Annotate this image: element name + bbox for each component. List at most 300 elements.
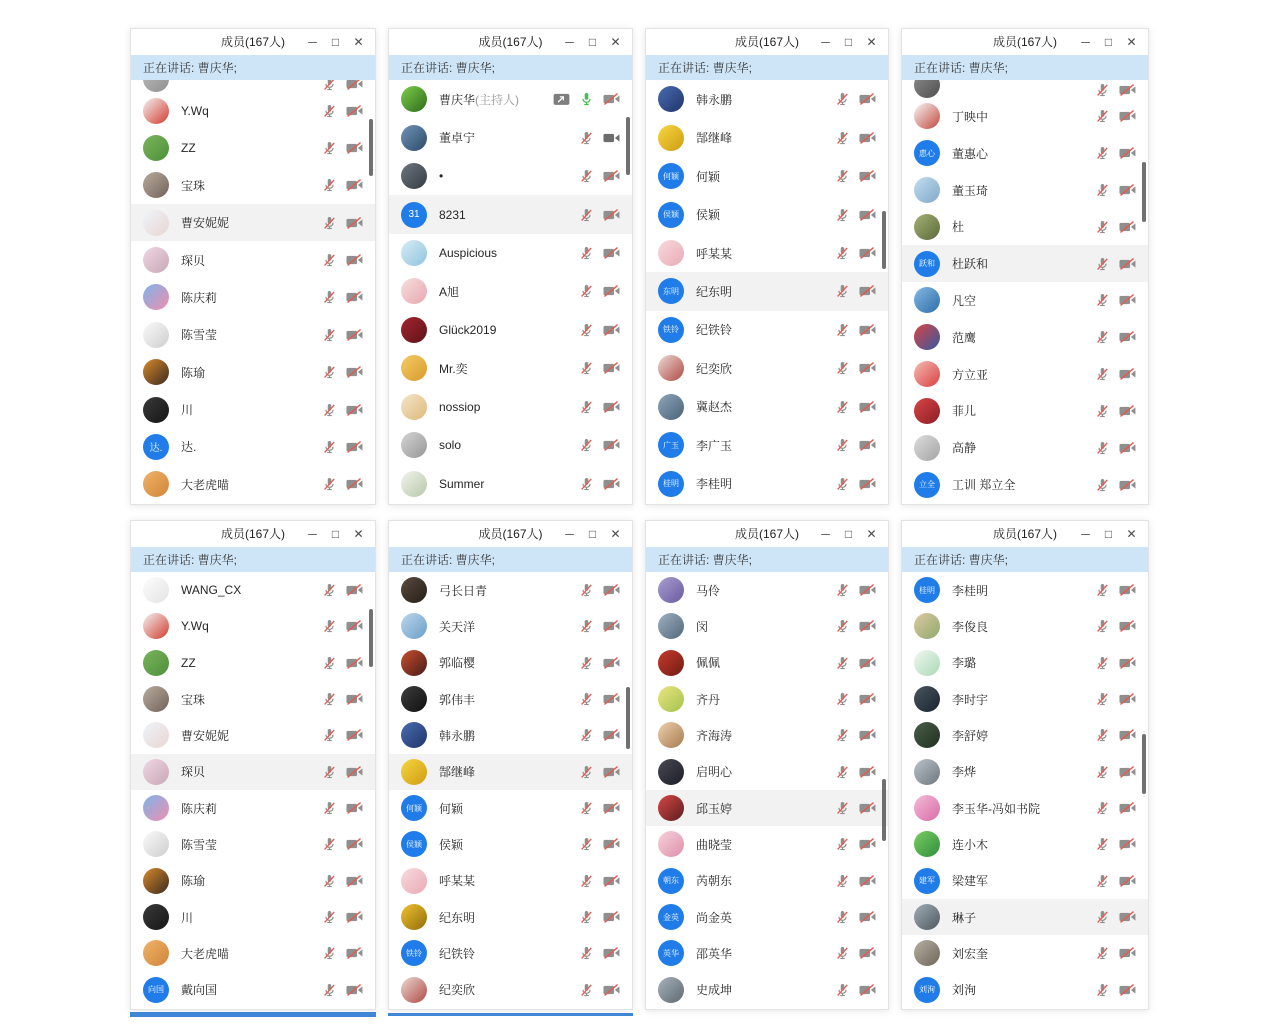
member-row[interactable] — [902, 826, 1148, 862]
mic-muted-icon[interactable] — [835, 836, 850, 852]
camera-off-icon[interactable] — [346, 290, 363, 304]
member-row[interactable] — [902, 319, 1148, 356]
camera-off-icon[interactable] — [603, 837, 620, 851]
camera-off-icon[interactable] — [346, 253, 363, 267]
mic-muted-icon[interactable] — [1095, 477, 1110, 493]
camera-off-icon[interactable] — [859, 983, 876, 997]
member-row[interactable] — [389, 826, 632, 862]
camera-off-icon[interactable] — [859, 837, 876, 851]
mic-muted-icon[interactable] — [322, 327, 337, 343]
member-row[interactable] — [131, 935, 375, 971]
camera-off-icon[interactable] — [346, 765, 363, 779]
camera-off-icon[interactable] — [1119, 220, 1136, 234]
camera-off-icon[interactable] — [1119, 983, 1136, 997]
camera-off-icon[interactable] — [346, 403, 363, 417]
camera-off-icon[interactable] — [859, 131, 876, 145]
camera-off-icon[interactable] — [603, 208, 620, 222]
maximize-button[interactable]: □ — [331, 527, 340, 541]
camera-off-icon[interactable] — [346, 365, 363, 379]
mic-muted-icon[interactable] — [579, 322, 594, 338]
member-row[interactable] — [131, 129, 375, 166]
mic-muted-icon[interactable] — [835, 764, 850, 780]
member-row[interactable] — [646, 863, 888, 899]
camera-off-icon[interactable] — [859, 361, 876, 375]
member-row[interactable] — [389, 311, 632, 349]
mic-muted-icon[interactable] — [579, 245, 594, 261]
mic-muted-icon[interactable] — [322, 140, 337, 156]
camera-off-icon[interactable] — [346, 656, 363, 670]
camera-off-icon[interactable] — [1119, 874, 1136, 888]
camera-off-icon[interactable] — [346, 983, 363, 997]
camera-off-icon[interactable] — [603, 619, 620, 633]
camera-off-icon[interactable] — [859, 323, 876, 337]
member-row[interactable] — [902, 608, 1148, 644]
member-row[interactable] — [131, 645, 375, 681]
mic-muted-icon[interactable] — [835, 168, 850, 184]
camera-off-icon[interactable] — [603, 169, 620, 183]
mic-muted-icon[interactable] — [579, 836, 594, 852]
mic-muted-icon[interactable] — [1095, 366, 1110, 382]
camera-off-icon[interactable] — [1119, 656, 1136, 670]
minimize-button[interactable]: ─ — [1081, 35, 1090, 49]
camera-off-icon[interactable] — [603, 983, 620, 997]
mic-muted-icon[interactable] — [322, 252, 337, 268]
mic-muted-icon[interactable] — [579, 476, 594, 492]
member-row[interactable] — [389, 80, 632, 118]
member-row[interactable] — [389, 234, 632, 272]
member-row[interactable] — [902, 754, 1148, 790]
mic-muted-icon[interactable] — [1095, 655, 1110, 671]
member-row[interactable] — [389, 157, 632, 195]
member-row[interactable] — [131, 790, 375, 826]
member-row[interactable] — [389, 572, 632, 608]
camera-off-icon[interactable] — [603, 477, 620, 491]
member-row[interactable] — [902, 356, 1148, 393]
member-row[interactable] — [389, 717, 632, 753]
member-row[interactable] — [646, 157, 888, 195]
mic-muted-icon[interactable] — [579, 618, 594, 634]
mic-muted-icon[interactable] — [579, 909, 594, 925]
member-row[interactable] — [131, 428, 375, 465]
member-row[interactable] — [389, 465, 632, 503]
member-row[interactable] — [902, 429, 1148, 466]
mic-muted-icon[interactable] — [579, 582, 594, 598]
maximize-button[interactable]: □ — [1104, 527, 1113, 541]
camera-off-icon[interactable] — [859, 477, 876, 491]
camera-off-icon[interactable] — [1119, 837, 1136, 851]
mic-muted-icon[interactable] — [579, 130, 594, 146]
camera-off-icon[interactable] — [346, 692, 363, 706]
member-row[interactable] — [131, 92, 375, 129]
member-row[interactable] — [902, 717, 1148, 753]
member-row[interactable] — [389, 899, 632, 935]
camera-off-icon[interactable] — [859, 728, 876, 742]
minimize-button[interactable]: ─ — [565, 35, 574, 49]
scrollbar-thumb[interactable] — [882, 779, 886, 841]
camera-off-icon[interactable] — [1119, 183, 1136, 197]
member-row[interactable] — [902, 98, 1148, 135]
mic-muted-icon[interactable] — [322, 103, 337, 119]
member-row[interactable] — [646, 899, 888, 935]
mic-muted-icon[interactable] — [835, 873, 850, 889]
mic-muted-icon[interactable] — [835, 909, 850, 925]
close-button[interactable]: ✕ — [1126, 35, 1137, 49]
mic-muted-icon[interactable] — [322, 800, 337, 816]
minimize-button[interactable]: ─ — [821, 35, 830, 49]
camera-off-icon[interactable] — [346, 619, 363, 633]
mic-muted-icon[interactable] — [579, 945, 594, 961]
mic-muted-icon[interactable] — [835, 945, 850, 961]
member-row[interactable] — [131, 391, 375, 428]
mic-muted-icon[interactable] — [322, 364, 337, 380]
member-row[interactable] — [389, 935, 632, 971]
camera-off-icon[interactable] — [603, 361, 620, 375]
camera-off-icon[interactable] — [1119, 367, 1136, 381]
camera-off-icon[interactable] — [859, 946, 876, 960]
member-row[interactable] — [902, 466, 1148, 503]
member-row[interactable] — [902, 935, 1148, 971]
member-row[interactable] — [646, 608, 888, 644]
camera-off-icon[interactable] — [346, 328, 363, 342]
camera-off-icon[interactable] — [603, 400, 620, 414]
camera-off-icon[interactable] — [859, 692, 876, 706]
mic-muted-icon[interactable] — [322, 655, 337, 671]
minimize-button[interactable]: ─ — [565, 527, 574, 541]
camera-off-icon[interactable] — [346, 874, 363, 888]
member-row[interactable] — [131, 717, 375, 753]
member-row[interactable] — [389, 118, 632, 156]
camera-off-icon[interactable] — [346, 440, 363, 454]
camera-off-icon[interactable] — [346, 104, 363, 118]
camera-off-icon[interactable] — [603, 692, 620, 706]
member-row[interactable] — [131, 80, 375, 92]
member-row[interactable] — [389, 681, 632, 717]
member-row[interactable] — [646, 311, 888, 349]
mic-muted-icon[interactable] — [579, 283, 594, 299]
camera-off-icon[interactable] — [859, 169, 876, 183]
camera-off-icon[interactable] — [1119, 478, 1136, 492]
mic-muted-icon[interactable] — [1095, 582, 1110, 598]
mic-muted-icon[interactable] — [1095, 982, 1110, 998]
member-row[interactable] — [389, 972, 632, 1008]
member-row[interactable] — [389, 272, 632, 310]
mic-muted-icon[interactable] — [1095, 292, 1110, 308]
member-row[interactable] — [646, 465, 888, 503]
member-row[interactable] — [646, 790, 888, 826]
mic-muted-icon[interactable] — [579, 873, 594, 889]
member-row[interactable] — [646, 681, 888, 717]
camera-off-icon[interactable] — [1119, 583, 1136, 597]
mic-muted-icon[interactable] — [322, 618, 337, 634]
camera-off-icon[interactable] — [859, 208, 876, 222]
mic-muted-icon[interactable] — [1095, 82, 1110, 98]
mic-muted-icon[interactable] — [579, 800, 594, 816]
mic-muted-icon[interactable] — [322, 439, 337, 455]
member-row[interactable] — [646, 935, 888, 971]
mic-muted-icon[interactable] — [322, 873, 337, 889]
member-row[interactable] — [902, 282, 1148, 319]
camera-off-icon[interactable] — [859, 438, 876, 452]
member-row[interactable] — [902, 80, 1148, 98]
camera-off-icon[interactable] — [346, 801, 363, 815]
member-row[interactable] — [902, 208, 1148, 245]
camera-off-icon[interactable] — [346, 910, 363, 924]
member-row[interactable] — [131, 754, 375, 790]
mic-muted-icon[interactable] — [322, 945, 337, 961]
camera-off-icon[interactable] — [346, 728, 363, 742]
member-row[interactable] — [902, 899, 1148, 935]
mic-muted-icon[interactable] — [835, 322, 850, 338]
mic-muted-icon[interactable] — [322, 177, 337, 193]
member-row[interactable] — [902, 972, 1148, 1008]
camera-on-icon[interactable] — [603, 131, 620, 145]
camera-off-icon[interactable] — [603, 946, 620, 960]
minimize-button[interactable]: ─ — [308, 527, 317, 541]
camera-off-icon[interactable] — [859, 400, 876, 414]
mic-muted-icon[interactable] — [322, 764, 337, 780]
mic-muted-icon[interactable] — [579, 764, 594, 780]
mic-muted-icon[interactable] — [579, 168, 594, 184]
scrollbar-thumb[interactable] — [1142, 734, 1146, 794]
camera-off-icon[interactable] — [1119, 404, 1136, 418]
mic-muted-icon[interactable] — [322, 909, 337, 925]
mic-muted-icon[interactable] — [579, 691, 594, 707]
member-row[interactable] — [646, 572, 888, 608]
member-row[interactable] — [131, 466, 375, 503]
member-row[interactable] — [902, 245, 1148, 282]
member-row[interactable] — [902, 135, 1148, 172]
camera-off-icon[interactable] — [346, 216, 363, 230]
camera-off-icon[interactable] — [1119, 801, 1136, 815]
mic-muted-icon[interactable] — [835, 476, 850, 492]
member-row[interactable] — [646, 195, 888, 233]
mic-muted-icon[interactable] — [579, 655, 594, 671]
mic-muted-icon[interactable] — [835, 618, 850, 634]
member-row[interactable] — [646, 972, 888, 1008]
close-button[interactable]: ✕ — [353, 35, 364, 49]
mic-muted-icon[interactable] — [835, 91, 850, 107]
member-row[interactable] — [131, 572, 375, 608]
camera-off-icon[interactable] — [346, 837, 363, 851]
mic-muted-icon[interactable] — [1095, 800, 1110, 816]
mic-muted-icon[interactable] — [322, 80, 337, 92]
member-row[interactable] — [646, 118, 888, 156]
minimize-button[interactable]: ─ — [821, 527, 830, 541]
camera-off-icon[interactable] — [346, 477, 363, 491]
camera-off-icon[interactable] — [859, 583, 876, 597]
camera-off-icon[interactable] — [859, 92, 876, 106]
member-row[interactable] — [131, 204, 375, 241]
camera-off-icon[interactable] — [603, 874, 620, 888]
member-row[interactable] — [389, 426, 632, 464]
camera-off-icon[interactable] — [859, 246, 876, 260]
mic-muted-icon[interactable] — [322, 836, 337, 852]
maximize-button[interactable]: □ — [331, 35, 340, 49]
mic-active-icon[interactable] — [579, 91, 594, 107]
camera-off-icon[interactable] — [859, 619, 876, 633]
mic-muted-icon[interactable] — [835, 655, 850, 671]
mic-muted-icon[interactable] — [835, 283, 850, 299]
close-button[interactable]: ✕ — [610, 527, 621, 541]
camera-off-icon[interactable] — [603, 728, 620, 742]
camera-off-icon[interactable] — [603, 583, 620, 597]
close-button[interactable]: ✕ — [353, 527, 364, 541]
camera-off-icon[interactable] — [859, 284, 876, 298]
mic-muted-icon[interactable] — [1095, 219, 1110, 235]
member-row[interactable] — [646, 754, 888, 790]
mic-muted-icon[interactable] — [579, 727, 594, 743]
member-row[interactable] — [646, 826, 888, 862]
mic-muted-icon[interactable] — [579, 982, 594, 998]
mic-muted-icon[interactable] — [322, 582, 337, 598]
member-row[interactable] — [646, 234, 888, 272]
mic-muted-icon[interactable] — [835, 982, 850, 998]
camera-off-icon[interactable] — [1119, 692, 1136, 706]
member-row[interactable] — [131, 167, 375, 204]
member-row[interactable] — [646, 80, 888, 118]
camera-off-icon[interactable] — [1119, 910, 1136, 924]
camera-off-icon[interactable] — [346, 178, 363, 192]
mic-muted-icon[interactable] — [835, 360, 850, 376]
mic-muted-icon[interactable] — [322, 476, 337, 492]
minimize-button[interactable]: ─ — [308, 35, 317, 49]
mic-muted-icon[interactable] — [835, 130, 850, 146]
member-row[interactable] — [902, 645, 1148, 681]
scrollbar-thumb[interactable] — [626, 117, 630, 175]
camera-off-icon[interactable] — [859, 874, 876, 888]
camera-off-icon[interactable] — [1119, 441, 1136, 455]
camera-off-icon[interactable] — [603, 801, 620, 815]
camera-off-icon[interactable] — [859, 801, 876, 815]
scrollbar-thumb[interactable] — [369, 119, 373, 176]
mic-muted-icon[interactable] — [322, 289, 337, 305]
mic-muted-icon[interactable] — [835, 691, 850, 707]
mic-muted-icon[interactable] — [1095, 256, 1110, 272]
mic-muted-icon[interactable] — [1095, 764, 1110, 780]
member-row[interactable] — [646, 426, 888, 464]
camera-off-icon[interactable] — [1119, 728, 1136, 742]
mic-muted-icon[interactable] — [1095, 145, 1110, 161]
scrollbar-thumb[interactable] — [369, 609, 373, 667]
member-row[interactable] — [902, 172, 1148, 209]
member-row[interactable] — [389, 645, 632, 681]
mic-muted-icon[interactable] — [835, 207, 850, 223]
member-row[interactable] — [131, 241, 375, 278]
mic-muted-icon[interactable] — [322, 215, 337, 231]
member-row[interactable] — [389, 790, 632, 826]
mic-muted-icon[interactable] — [1095, 945, 1110, 961]
camera-off-icon[interactable] — [603, 246, 620, 260]
mic-muted-icon[interactable] — [1095, 403, 1110, 419]
scrollbar-thumb[interactable] — [626, 687, 630, 749]
member-row[interactable] — [646, 717, 888, 753]
camera-off-icon[interactable] — [1119, 146, 1136, 160]
close-button[interactable]: ✕ — [1126, 527, 1137, 541]
camera-off-icon[interactable] — [603, 765, 620, 779]
camera-off-icon[interactable] — [859, 910, 876, 924]
mic-muted-icon[interactable] — [579, 399, 594, 415]
camera-off-icon[interactable] — [859, 765, 876, 779]
camera-off-icon[interactable] — [1119, 109, 1136, 123]
member-row[interactable] — [389, 349, 632, 387]
maximize-button[interactable]: □ — [844, 527, 853, 541]
mic-muted-icon[interactable] — [1095, 836, 1110, 852]
member-row[interactable] — [902, 863, 1148, 899]
camera-off-icon[interactable] — [346, 80, 363, 91]
camera-off-icon[interactable] — [1119, 330, 1136, 344]
maximize-button[interactable]: □ — [588, 35, 597, 49]
member-row[interactable] — [389, 754, 632, 790]
minimize-button[interactable]: ─ — [1081, 527, 1090, 541]
member-row[interactable] — [131, 316, 375, 353]
camera-off-icon[interactable] — [346, 946, 363, 960]
screen-share-icon[interactable] — [553, 93, 570, 106]
member-row[interactable] — [902, 681, 1148, 717]
camera-off-icon[interactable] — [346, 583, 363, 597]
close-button[interactable]: ✕ — [866, 35, 877, 49]
camera-off-icon[interactable] — [1119, 765, 1136, 779]
mic-muted-icon[interactable] — [322, 982, 337, 998]
mic-muted-icon[interactable] — [1095, 873, 1110, 889]
camera-off-icon[interactable] — [346, 141, 363, 155]
member-row[interactable] — [131, 899, 375, 935]
member-row[interactable] — [131, 826, 375, 862]
mic-muted-icon[interactable] — [1095, 108, 1110, 124]
member-row[interactable] — [389, 863, 632, 899]
mic-muted-icon[interactable] — [322, 691, 337, 707]
camera-off-icon[interactable] — [603, 284, 620, 298]
mic-muted-icon[interactable] — [322, 727, 337, 743]
mic-muted-icon[interactable] — [1095, 618, 1110, 634]
camera-off-icon[interactable] — [1119, 946, 1136, 960]
member-row[interactable] — [646, 349, 888, 387]
member-row[interactable] — [646, 388, 888, 426]
mic-muted-icon[interactable] — [1095, 182, 1110, 198]
mic-muted-icon[interactable] — [835, 800, 850, 816]
close-button[interactable]: ✕ — [866, 527, 877, 541]
member-row[interactable] — [131, 279, 375, 316]
mic-muted-icon[interactable] — [1095, 440, 1110, 456]
camera-off-icon[interactable] — [603, 656, 620, 670]
member-row[interactable] — [389, 608, 632, 644]
camera-off-icon[interactable] — [603, 438, 620, 452]
mic-muted-icon[interactable] — [579, 207, 594, 223]
mic-muted-icon[interactable] — [835, 399, 850, 415]
member-row[interactable] — [902, 790, 1148, 826]
mic-muted-icon[interactable] — [1095, 329, 1110, 345]
camera-off-icon[interactable] — [603, 92, 620, 106]
member-row[interactable] — [389, 388, 632, 426]
camera-off-icon[interactable] — [1119, 619, 1136, 633]
member-row[interactable] — [131, 354, 375, 391]
member-row[interactable] — [131, 608, 375, 644]
member-row[interactable] — [131, 863, 375, 899]
camera-off-icon[interactable] — [603, 323, 620, 337]
mic-muted-icon[interactable] — [579, 360, 594, 376]
camera-off-icon[interactable] — [1119, 293, 1136, 307]
scrollbar-thumb[interactable] — [882, 211, 886, 269]
mic-muted-icon[interactable] — [1095, 909, 1110, 925]
maximize-button[interactable]: □ — [844, 35, 853, 49]
camera-off-icon[interactable] — [1119, 257, 1136, 271]
maximize-button[interactable]: □ — [588, 527, 597, 541]
scrollbar-thumb[interactable] — [1142, 162, 1146, 222]
mic-muted-icon[interactable] — [1095, 727, 1110, 743]
mic-muted-icon[interactable] — [835, 582, 850, 598]
mic-muted-icon[interactable] — [835, 245, 850, 261]
close-button[interactable]: ✕ — [610, 35, 621, 49]
camera-off-icon[interactable] — [859, 656, 876, 670]
